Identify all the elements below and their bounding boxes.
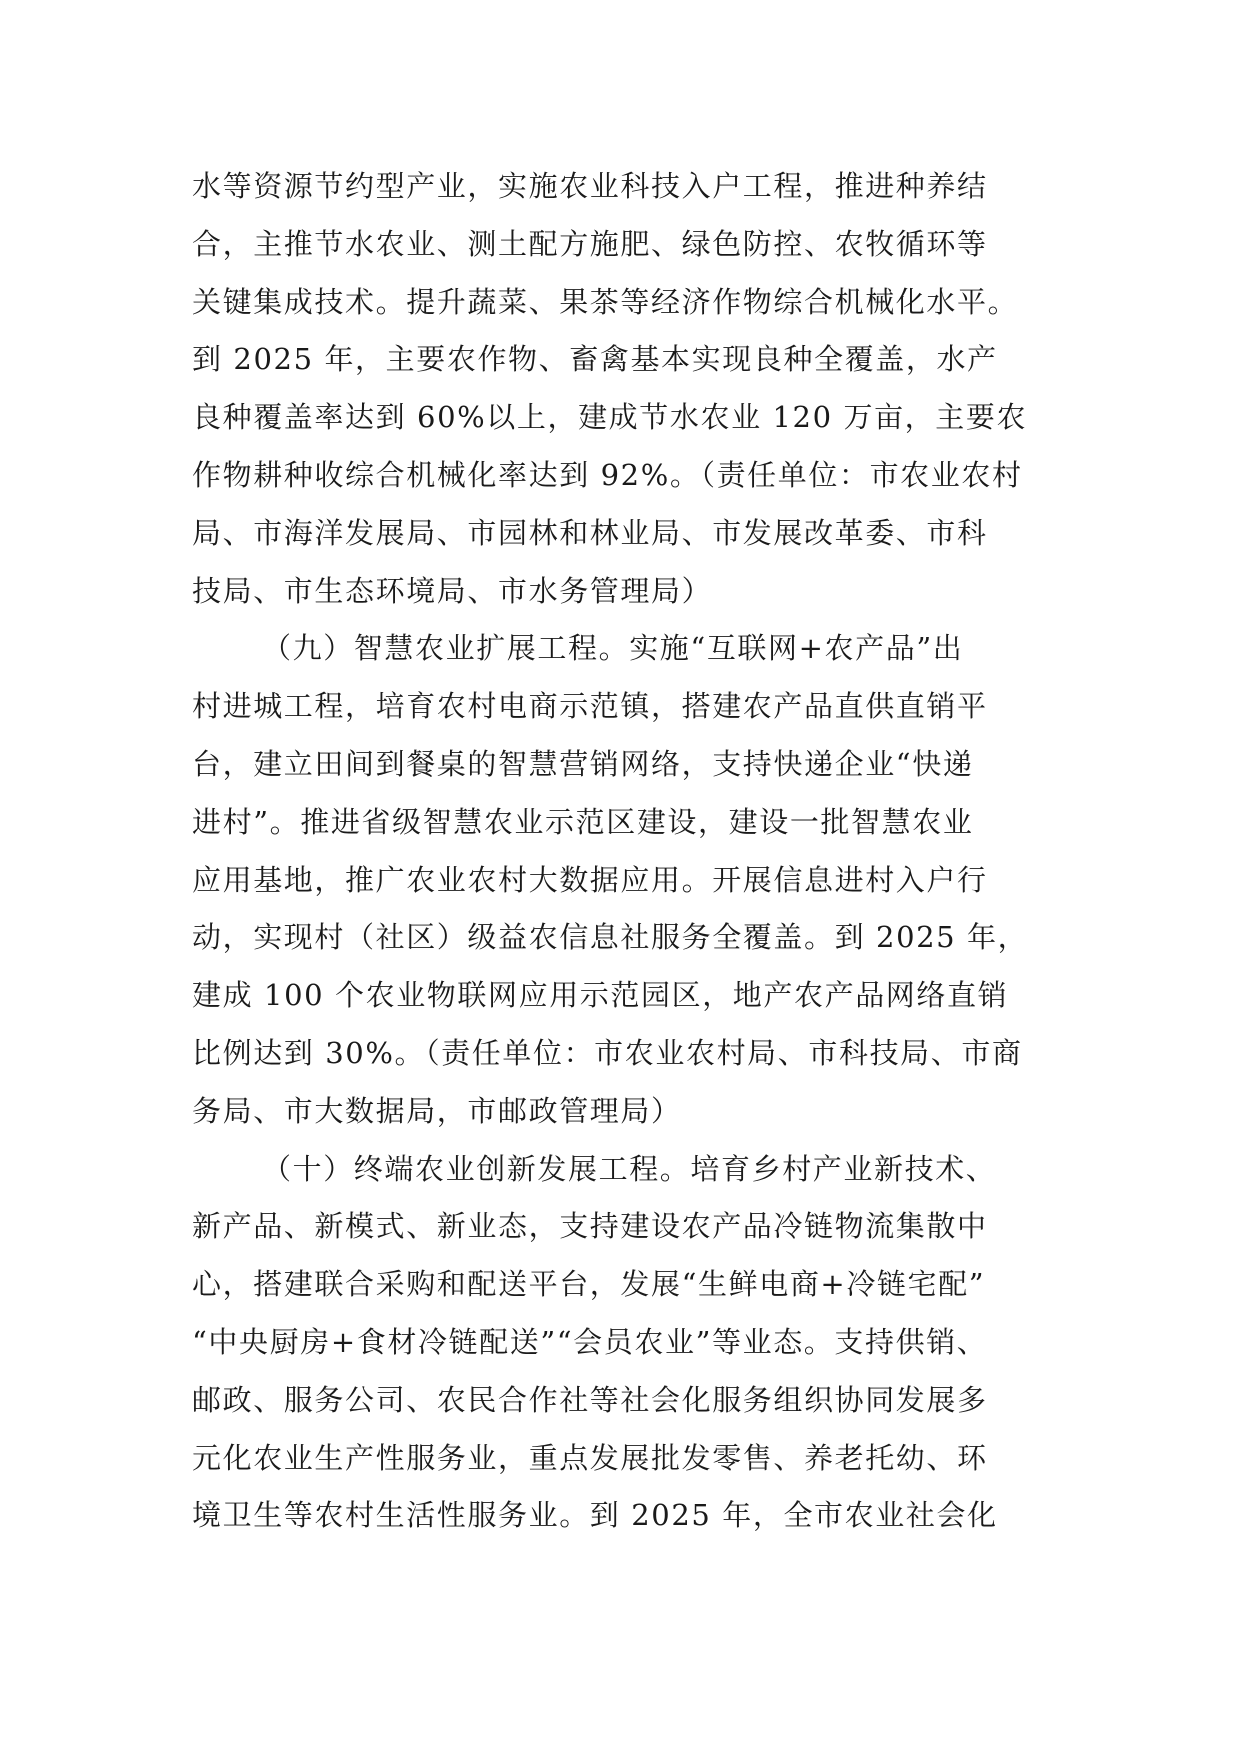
text-line: 台，建立田间到餐桌的智慧营销网络，支持快递企业“快递: [192, 746, 974, 781]
text-line: 动，实现村（社区）级益农信息社服务全覆盖。到 2025 年，: [192, 920, 1029, 955]
text-line: “中央厨房+食材冷链配送”“会员农业”等业态。支持供销、: [192, 1324, 988, 1359]
text-line: 良种覆盖率达到 60%以上，建成节水农业 120 万亩，主要农: [192, 400, 1028, 435]
text-line: （九）智慧农业扩展工程。实施“互联网+农产品”出: [262, 631, 964, 666]
text-line: 技局、市生态环境局、市水务管理局）: [192, 573, 713, 608]
text-line: 新产品、新模式、新业态，支持建设农产品冷链物流集散中: [192, 1209, 988, 1244]
text-line: 应用基地，推广农业农村大数据应用。开展信息进村入户行: [192, 862, 988, 897]
text-line: 元化农业生产性服务业，重点发展批发零售、养老托幼、环: [192, 1440, 988, 1475]
text-line: 境卫生等农村生活性服务业。到 2025 年，全市农业社会化: [192, 1498, 998, 1533]
text-line: 务局、市大数据局，市邮政管理局）: [192, 1093, 682, 1128]
paragraph-ten: [192, 1141, 1052, 1546]
document-page: [192, 158, 1052, 1545]
text-line: 村进城工程，培育农村电商示范镇，搭建农产品直供直销平: [192, 689, 988, 724]
text-line: 进村”。推进省级智慧农业示范区建设，建设一批智慧农业: [192, 804, 974, 839]
text-line: 邮政、服务公司、农民合作社等社会化服务组织协同发展多: [192, 1382, 988, 1417]
text-line: （十）终端农业创新发展工程。培育乡村产业新技术、: [262, 1151, 997, 1186]
paragraph-continued: [192, 158, 1052, 620]
text-line: 建成 100 个农业物联网应用示范园区，地产农产品网络直销: [192, 978, 1009, 1013]
text-line: 关键集成技术。提升蔬菜、果茶等经济作物综合机械化水平。: [192, 284, 1019, 319]
text-line: 比例达到 30%。（责任单位：市农业农村局、市科技局、市商: [192, 1035, 1023, 1070]
text-line: 心，搭建联合采购和配送平台，发展“生鲜电商+冷链宅配”: [192, 1267, 986, 1302]
text-line: 到 2025 年，主要农作物、畜禽基本实现良种全覆盖，水产: [192, 342, 998, 377]
paragraph-nine: [192, 620, 1052, 1140]
text-line: 局、市海洋发展局、市园林和林业局、市发展改革委、市科: [192, 515, 988, 550]
text-line: 合，主推节水农业、测土配方施肥、绿色防控、农牧循环等: [192, 226, 988, 261]
text-line: 作物耕种收综合机械化率达到 92%。（责任单位：市农业农村: [192, 457, 1023, 492]
text-line: 水等资源节约型产业，实施农业科技入户工程，推进种养结: [192, 169, 988, 203]
